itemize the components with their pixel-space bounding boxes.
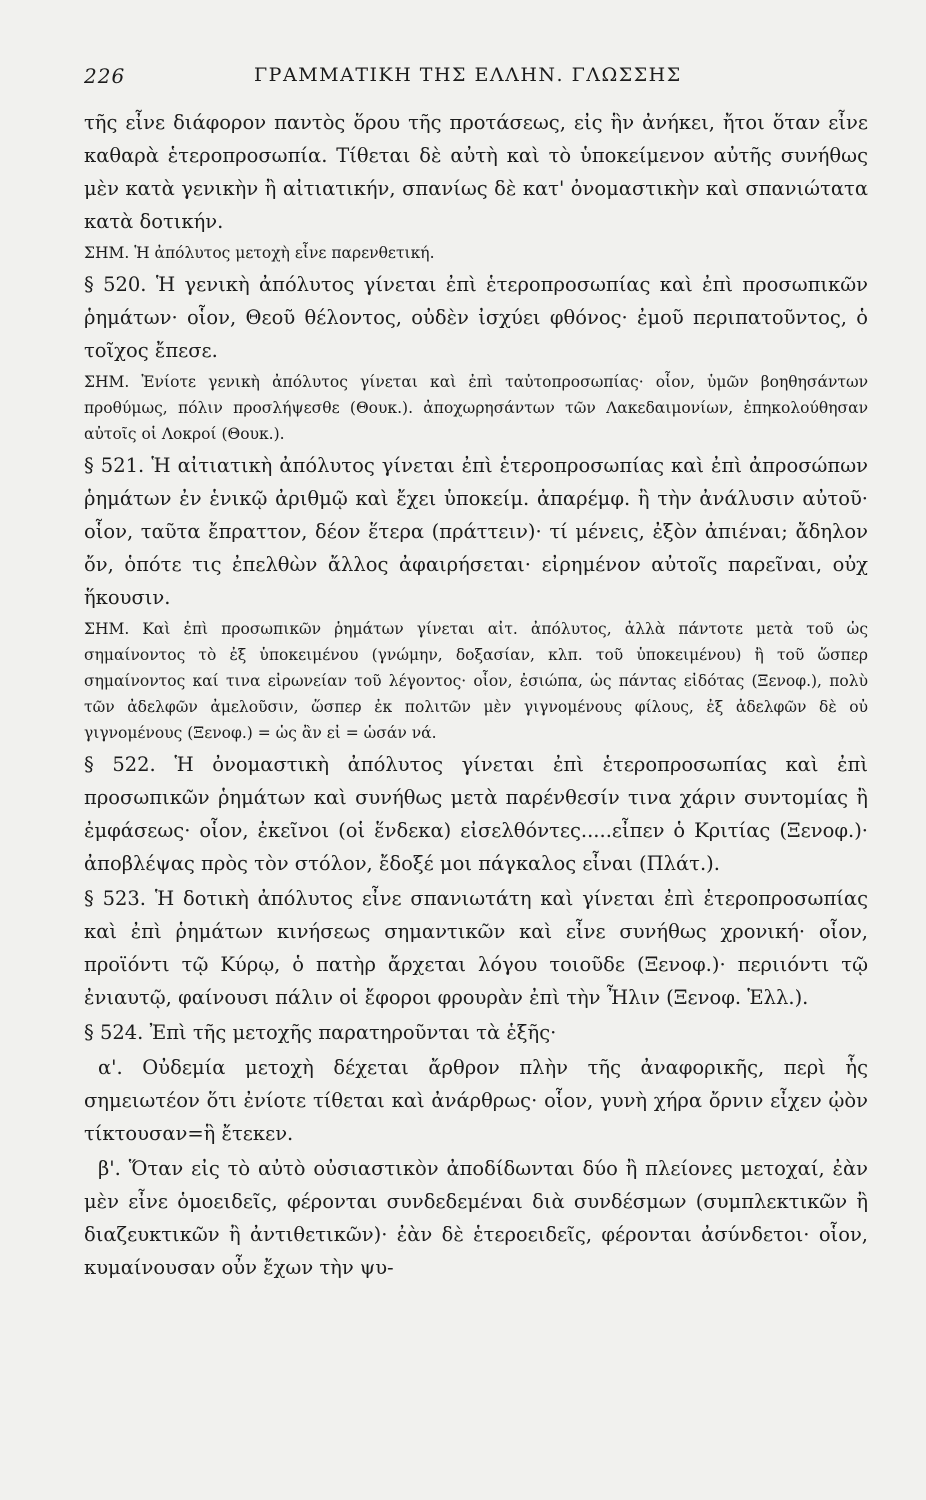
body-paragraph: α'. Οὐδεμία μετοχὴ δέχεται ἄρθρον πλὴν τῆς ἀναφορικῆς, περὶ ἧς σημειωτέον ὅτι ἐνίοτε τίθεται καὶ ἀνάρθρως· οἷον, γυνὴ χήρα ὄρνιν εἶχεν ᾠὸν τίκτουσαν=ἣ ἔτεκεν. (84, 1056, 868, 1145)
body-paragraph: § 524. Ἐπὶ τῆς μετοχῆς παρατηροῦνται τὰ ἑξῆς· (84, 1021, 557, 1044)
note-paragraph: ΣΗΜ. Ἡ ἀπόλυτος μετοχὴ εἶνε παρενθετική. (84, 244, 435, 262)
body-paragraph: β'. Ὅταν εἰς τὸ αὐτὸ οὐσιαστικὸν ἀποδίδωνται δύο ἢ πλείονες μετοχαί, ἐὰν μὲν εἶνε ὁμοειδεῖς, φέρονται συνδεδεμέναι διὰ συνδέσμων (συμπλεκτικῶν ἢ διαζευκτικῶν ἢ ἀντιθετικῶν)· ἐὰν δὲ ἑτεροειδεῖς, φέρονται ἀσύνδετοι· οἷον, κυμαίνουσαν οὖν ἔχων τὴν ψυ- (84, 1157, 868, 1279)
body-paragraph: τῆς εἶνε διάφορον παντὸς ὅρου τῆς προτάσεως, εἰς ἣν ἀνήκει, ἤτοι ὅταν εἶνε καθαρὰ ἑτεροπροσωπία. Τίθεται δὲ αὐτὴ καὶ τὸ ὑποκείμενον αὐτῆς συνήθως μὲν κατὰ γενικὴν ἢ αἰτιατικήν, σπανίως δὲ κατ' ὀνομαστικὴν καὶ σπανιώτατα κατὰ δοτικήν. (84, 111, 868, 233)
body-paragraph: § 523. Ἡ δοτικὴ ἀπόλυτος εἶνε σπανιωτάτη καὶ γίνεται ἐπὶ ἑτεροπροσωπίας καὶ ἐπὶ ῥημάτων κινήσεως σημαντικῶν καὶ εἶνε συνήθως χρονική· οἷον, προϊόντι τῷ Κύρῳ, ὁ πατὴρ ἄρχεται λόγου τοιοῦδε (Ξενοφ.)· περιιόντι τῷ ἐνιαυτῷ, φαίνουσι πάλιν οἱ ἔφοροι φρουρὰν ἐπὶ τὴν Ἦλιν (Ξενοφ. Ἑλλ.). (84, 887, 868, 1009)
body-paragraph: § 520. Ἡ γενικὴ ἀπόλυτος γίνεται ἐπὶ ἑτεροπροσωπίας καὶ ἐπὶ προσωπικῶν ῥημάτων· οἷον, Θεοῦ θέλοντος, οὐδὲν ἰσχύει φθόνος· ἐμοῦ περιπατοῦντος, ὁ τοῖχος ἔπεσε. (84, 273, 868, 362)
page-header-title: ΓΡΑΜΜΑΤΙΚΗ ΤΗΣ ΕΛΛΗΝ. ΓΛΩΣΣΗΣ (254, 64, 682, 86)
running-header (84, 62, 868, 102)
body-paragraph: § 521. Ἡ αἰτιατικὴ ἀπόλυτος γίνεται ἐπὶ ἑτεροπροσωπίας καὶ ἐπὶ ἀπροσώπων ῥημάτων ἐν ἑνικῷ ἀριθμῷ καὶ ἔχει ὑποκείμ. ἀπαρέμφ. ἢ τὴν ἀνάλυσιν αὐτοῦ· οἷον, ταῦτα ἔπραττον, δέον ἕτερα (πράττειν)· τί μένεις, ἐξὸν ἀπιέναι; ἄδηλον ὄν, ὁπότε τις ἐπελθὼν ἄλλος ἀφαιρήσεται· εἰρημένον αὐτοῖς παρεῖναι, οὐχ ἥκουσιν. (84, 454, 868, 609)
body-paragraph: § 522. Ἡ ὀνομαστικὴ ἀπόλυτος γίνεται ἐπὶ ἑτεροπροσωπίας καὶ ἐπὶ προσωπικῶν ῥημάτων καὶ συνήθως μετὰ παρένθεσίν τινα χάριν συντομίας ἢ ἐμφάσεως· οἷον, ἐκεῖνοι (οἱ ἕνδεκα) εἰσελθόντες.....εἶπεν ὁ Κριτίας (Ξενοφ.)· ἀποβλέψας πρὸς τὸν στόλον, ἔδοξέ μοι πάγκαλος εἶναι (Πλάτ.). (84, 753, 868, 875)
page-number: 226 (84, 64, 126, 88)
note-paragraph: ΣΗΜ. Ἐνίοτε γενικὴ ἀπόλυτος γίνεται καὶ ἐπὶ ταὐτοπροσωπίας· οἷον, ὑμῶν βοηθησάντων προθύμως, πόλιν προσλήψεσθε (Θουκ.). ἀποχωρησάντων τῶν Λακεδαιμονίων, ἐπηκολούθησαν αὐτοῖς οἱ Λοκροί (Θουκ.). (84, 373, 868, 443)
body-text (84, 106, 868, 1284)
note-paragraph: ΣΗΜ. Καὶ ἐπὶ προσωπικῶν ῥημάτων γίνεται αἰτ. ἀπόλυτος, ἀλλὰ πάντοτε μετὰ τοῦ ὡς σημαίνοντος τὸ ἐξ ὑποκειμένου (γνώμην, δοξασίαν, κλπ. τοῦ ὑποκειμένου) ἢ τοῦ ὥσπερ σημαίνοντος καί τινα εἰρωνείαν τοῦ λέγοντος· οἷον, ἐσιώπα, ὡς πάντας εἰδότας (Ξενοφ.), πολὺ τῶν ἀδελφῶν ἀμελοῦσιν, ὥσπερ ἐκ πολιτῶν μὲν γιγνομένους φίλους, ἐξ ἀδελφῶν δὲ οὐ γιγνομένους (Ξενοφ.) = ὡς ἂν εἰ = ὡσάν νά. (84, 620, 868, 742)
